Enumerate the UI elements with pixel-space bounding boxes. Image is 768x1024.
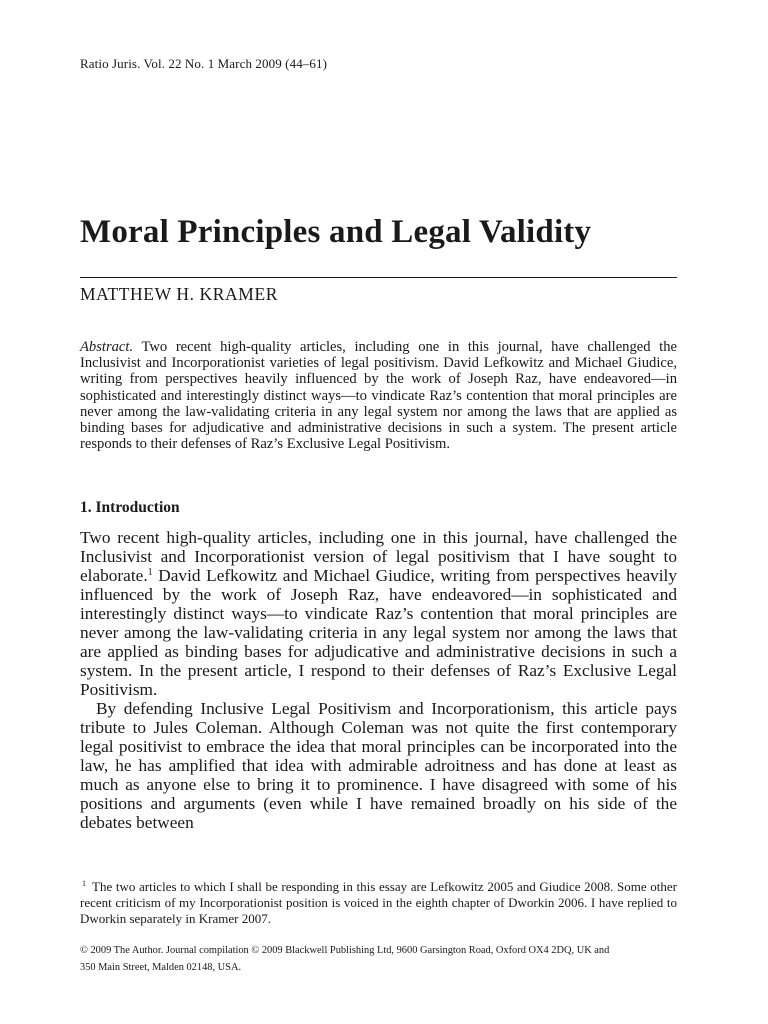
- footnote-reference[interactable]: 1: [147, 567, 153, 578]
- footnote-text: The two articles to which I shall be responding in this essay are Lefkowitz 2005 and Giudice 2008. Some other recent criticism of my Incorporationist position is voiced in the eighth chapter of Dworkin 2006. I have replied to Dworkin separately in Kramer 2007.: [80, 879, 677, 927]
- section-heading: 1. Introduction: [80, 499, 180, 516]
- paragraph-1: [80, 528, 677, 699]
- paragraph-2: By defending Inclusive Legal Positivism and Incorporationism, this article pays tribute to Jules Coleman. Although Coleman was not quite the first contemporary legal positivist to embrace the idea that moral principles can be incorporated into the law, he has amplified that idea with admirable adroitness and has done at least as much as anyone else to bring it to prominence. I have disagreed with some of his positions and arguments (even while I have remained broadly on his side of the debates between: [80, 699, 677, 832]
- abstract-text: Two recent high-quality articles, including one in this journal, have challenged the Inclusivist and Incorporationist varieties of legal positivism. David Lefkowitz and Michael Giudice, writing from perspectives heavily influenced by the work of Joseph Raz, have endeavored—in sophisticated and interestingly distinct ways—to vindicate Raz’s contention that moral principles are never among the law-validating criteria in any legal system nor among the laws that are applied as binding bases for adjudicative and administrative decisions in such a system. The present article responds to their defenses of Raz’s Exclusive Legal Positivism.: [80, 339, 677, 453]
- copyright-notice: [80, 942, 677, 976]
- article-author: MATTHEW H. KRAMER: [80, 284, 279, 304]
- paragraph-1-part-2: David Lefkowitz and Michael Giudice, writing from perspectives heavily influenced by the work of Joseph Raz, have endeavored—in sophisticated and interestingly distinct ways—to vindicate Raz’s contention that moral principles are never among the law-validating criteria in any legal system nor among the laws that are applied as binding bases for adjudicative and administrative decisions in such a system. In the present article, I respond to their defenses of Raz’s Exclusive Legal Positivism.: [80, 566, 677, 699]
- copyright-line-2: 350 Main Street, Malden 02148, USA.: [80, 962, 242, 973]
- journal-citation: Ratio Juris. Vol. 22 No. 1 March 2009 (44–61): [80, 56, 328, 71]
- article-title: Moral Principles and Legal Validity: [80, 214, 592, 250]
- footnote: [80, 879, 677, 928]
- abstract-label: Abstract.: [80, 339, 134, 355]
- title-divider: [80, 277, 677, 278]
- paragraph-1-part-1: Two recent high-quality articles, including one in this journal, have challenged the Inclusivist and Incorporationist version of legal positivism that I have sought to elaborate.: [80, 528, 677, 585]
- body-text: [80, 528, 677, 832]
- abstract: [80, 339, 677, 452]
- footnote-number: 1: [82, 879, 86, 888]
- copyright-line-1: © 2009 The Author. Journal compilation © 2009 Blackwell Publishing Ltd, 9600 Garsington Road, Oxford OX4 2DQ, UK and: [80, 945, 610, 956]
